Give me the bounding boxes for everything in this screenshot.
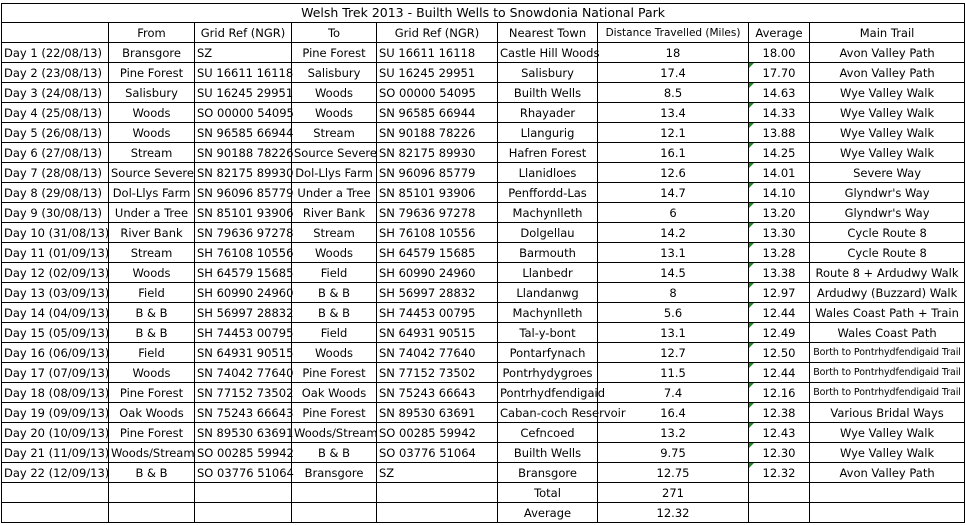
formula-warning-indicator [749, 323, 754, 328]
cell-distance[interactable]: 12.7 [598, 343, 749, 363]
cell-main-trail[interactable]: Wye Valley Walk [810, 443, 965, 463]
empty-cell[interactable] [292, 503, 377, 523]
cell-day[interactable]: Day 7 (28/08/13) [2, 163, 109, 183]
cell-distance[interactable]: 16.4 [598, 403, 749, 423]
cell-nearest-town[interactable]: Bransgore [498, 463, 598, 483]
cell-main-trail[interactable]: Wye Valley Walk [810, 423, 965, 443]
cell-main-trail[interactable]: Glyndwr's Way [810, 183, 965, 203]
cell-to[interactable]: Woods [292, 103, 377, 123]
formula-warning-indicator [749, 423, 754, 428]
cell-grid-ref-to[interactable]: SH 74453 00795 [377, 303, 498, 323]
formula-warning-indicator [749, 363, 754, 368]
cell-average-value: 14.25 [762, 145, 796, 160]
cell-average-value: 13.20 [762, 205, 796, 220]
cell-distance[interactable]: 12.1 [598, 123, 749, 143]
cell-to[interactable]: Stream [292, 223, 377, 243]
table-row [2, 383, 965, 403]
cell-average-value: 13.28 [762, 245, 796, 260]
cell-average-value: 12.44 [762, 365, 796, 380]
cell-main-trail[interactable]: Wye Valley Walk [810, 103, 965, 123]
cell-average-value: 14.01 [762, 165, 796, 180]
empty-cell[interactable] [749, 503, 810, 523]
cell-grid-ref-from[interactable]: SH 64579 15685 [195, 263, 292, 283]
formula-warning-indicator [749, 183, 754, 188]
table-row [2, 343, 965, 363]
cell-from[interactable]: Woods [109, 123, 195, 143]
cell-main-trail[interactable]: Wales Coast Path + Train [810, 303, 965, 323]
cell-to[interactable]: River Bank [292, 203, 377, 223]
table-title: Welsh Trek 2013 - Builth Wells to Snowdonia National Park [2, 4, 965, 23]
table-row [2, 203, 965, 223]
cell-main-trail[interactable]: Borth to Pontrhydfendigaid Trail [810, 343, 965, 363]
table-row [2, 83, 965, 103]
cell-grid-ref-from[interactable]: SN 74042 77640 [195, 363, 292, 383]
cell-from[interactable]: B & B [109, 463, 195, 483]
cell-nearest-town[interactable]: Caban-coch Reservoir [498, 403, 598, 423]
cell-average[interactable] [749, 323, 810, 343]
formula-warning-indicator [749, 243, 754, 248]
cell-average[interactable] [749, 103, 810, 123]
cell-day[interactable]: Day 20 (10/09/13) [2, 423, 109, 443]
cell-nearest-town[interactable]: Machynlleth [498, 303, 598, 323]
cell-main-trail[interactable]: Various Bridal Ways [810, 403, 965, 423]
table-row [2, 63, 965, 83]
cell-average[interactable] [749, 443, 810, 463]
table-row [2, 323, 965, 343]
cell-average[interactable] [749, 463, 810, 483]
cell-average-value: 12.43 [762, 425, 796, 440]
cell-from[interactable]: Field [109, 283, 195, 303]
cell-from[interactable]: Woods [109, 263, 195, 283]
cell-day[interactable]: Day 10 (31/08/13) [2, 223, 109, 243]
cell-grid-ref-to[interactable]: SU 16245 29951 [377, 63, 498, 83]
cell-distance[interactable]: 5.6 [598, 303, 749, 323]
header-nearest-town: Nearest Town [498, 23, 598, 43]
cell-average-value: 14.33 [762, 105, 796, 120]
cell-from[interactable]: Salisbury [109, 83, 195, 103]
cell-main-trail[interactable]: Avon Valley Path [810, 43, 965, 63]
cell-nearest-town[interactable]: Pontarfynach [498, 343, 598, 363]
cell-average[interactable] [749, 363, 810, 383]
cell-distance[interactable]: 13.1 [598, 323, 749, 343]
cell-grid-ref-from[interactable]: SN 64931 90515 [195, 343, 292, 363]
empty-cell[interactable] [810, 483, 965, 503]
cell-distance[interactable]: 8.5 [598, 83, 749, 103]
cell-from[interactable]: Pine Forest [109, 383, 195, 403]
cell-average-value: 12.49 [762, 325, 796, 340]
cell-average-value: 14.63 [762, 85, 796, 100]
cell-day[interactable]: Day 13 (03/09/13) [2, 283, 109, 303]
cell-grid-ref-from[interactable]: SN 96096 85779 [195, 183, 292, 203]
cell-grid-ref-to[interactable]: SH 76108 10556 [377, 223, 498, 243]
table-row [2, 163, 965, 183]
cell-average[interactable] [749, 83, 810, 103]
cell-distance[interactable]: 9.75 [598, 443, 749, 463]
cell-distance[interactable]: 17.4 [598, 63, 749, 83]
cell-grid-ref-from[interactable]: SN 90188 78226 [195, 143, 292, 163]
header-day [2, 23, 109, 43]
cell-nearest-town[interactable]: Llanidloes [498, 163, 598, 183]
cell-to[interactable]: B & B [292, 443, 377, 463]
cell-to[interactable]: Salisbury [292, 63, 377, 83]
cell-day[interactable]: Day 6 (27/08/13) [2, 143, 109, 163]
table-row [2, 43, 965, 63]
cell-average-value: 12.30 [762, 445, 796, 460]
header-distance: Distance Travelled (Miles) [598, 23, 749, 43]
cell-main-trail[interactable]: Route 8 + Ardudwy Walk [810, 263, 965, 283]
cell-main-trail[interactable]: Glyndwr's Way [810, 203, 965, 223]
cell-main-trail[interactable]: Wye Valley Walk [810, 123, 965, 143]
cell-grid-ref-from[interactable]: SN 79636 97278 [195, 223, 292, 243]
cell-to[interactable]: Woods/Stream [292, 423, 377, 443]
formula-warning-indicator [749, 203, 754, 208]
header-row [2, 23, 965, 43]
cell-distance[interactable]: 13.1 [598, 243, 749, 263]
cell-from[interactable]: B & B [109, 303, 195, 323]
header-average: Average [749, 23, 810, 43]
table-row [2, 403, 965, 423]
header-grid-ref-to: Grid Ref (NGR) [377, 23, 498, 43]
formula-warning-indicator [749, 143, 754, 148]
cell-main-trail[interactable]: Severe Way [810, 163, 965, 183]
cell-average-value: 13.30 [762, 225, 796, 240]
cell-from[interactable]: Stream [109, 243, 195, 263]
cell-grid-ref-from[interactable]: SN 96585 66944 [195, 123, 292, 143]
cell-grid-ref-from[interactable]: SN 75243 66643 [195, 403, 292, 423]
table-row [2, 123, 965, 143]
cell-main-trail[interactable]: Wye Valley Walk [810, 83, 965, 103]
cell-to[interactable]: B & B [292, 283, 377, 303]
empty-cell[interactable] [195, 503, 292, 523]
cell-average-value: 14.10 [762, 185, 796, 200]
empty-cell[interactable] [377, 503, 498, 523]
header-main-trail: Main Trail [810, 23, 965, 43]
empty-cell[interactable] [749, 483, 810, 503]
cell-grid-ref-from[interactable]: SN 89530 63691 [195, 423, 292, 443]
total-row-label[interactable]: Total [498, 483, 598, 503]
table-row [2, 463, 965, 483]
cell-grid-ref-to[interactable]: SO 00285 59942 [377, 423, 498, 443]
cell-grid-ref-to[interactable]: SN 90188 78226 [377, 123, 498, 143]
cell-from[interactable]: Pine Forest [109, 63, 195, 83]
cell-main-trail[interactable]: Wye Valley Walk [810, 143, 965, 163]
cell-distance[interactable]: 14.2 [598, 223, 749, 243]
cell-average[interactable] [749, 63, 810, 83]
cell-from[interactable]: River Bank [109, 223, 195, 243]
table-row [2, 303, 965, 323]
total-row [2, 483, 965, 503]
cell-day[interactable]: Day 14 (04/09/13) [2, 303, 109, 323]
cell-grid-ref-from[interactable]: SO 00285 59942 [195, 443, 292, 463]
formula-warning-indicator [749, 163, 754, 168]
cell-to[interactable]: Woods [292, 343, 377, 363]
table-row [2, 223, 965, 243]
cell-to[interactable]: Pine Forest [292, 403, 377, 423]
cell-average-value: 12.44 [762, 305, 796, 320]
cell-average[interactable] [749, 423, 810, 443]
cell-average[interactable] [749, 383, 810, 403]
cell-day[interactable]: Day 4 (25/08/13) [2, 103, 109, 123]
table-row [2, 263, 965, 283]
cell-to[interactable]: Oak Woods [292, 383, 377, 403]
cell-grid-ref-to[interactable]: SN 75243 66643 [377, 383, 498, 403]
cell-average[interactable] [749, 403, 810, 423]
cell-grid-ref-from[interactable]: SO 03776 51064 [195, 463, 292, 483]
cell-nearest-town[interactable]: Penffordd-Las [498, 183, 598, 203]
cell-average[interactable] [749, 243, 810, 263]
total-row-value[interactable]: 271 [598, 483, 749, 503]
cell-average[interactable] [749, 223, 810, 243]
cell-day[interactable]: Day 18 (08/09/13) [2, 383, 109, 403]
cell-to[interactable]: Pine Forest [292, 43, 377, 63]
cell-main-trail[interactable]: Avon Valley Path [810, 463, 965, 483]
empty-cell[interactable] [377, 483, 498, 503]
cell-distance[interactable]: 7.4 [598, 383, 749, 403]
formula-warning-indicator [749, 303, 754, 308]
cell-day[interactable]: Day 17 (07/09/13) [2, 363, 109, 383]
cell-distance[interactable]: 11.5 [598, 363, 749, 383]
cell-day[interactable]: Day 19 (09/09/13) [2, 403, 109, 423]
cell-grid-ref-to[interactable]: SH 64579 15685 [377, 243, 498, 263]
header-from: From [109, 23, 195, 43]
cell-grid-ref-to[interactable]: SU 16611 16118 [377, 43, 498, 63]
cell-nearest-town[interactable]: Pontrhydfendigaid [498, 383, 598, 403]
empty-cell[interactable] [810, 503, 965, 523]
cell-average[interactable]: 18.00 [749, 43, 810, 63]
cell-grid-ref-from[interactable]: SU 16611 16118 [195, 63, 292, 83]
table-row [2, 143, 965, 163]
cell-grid-ref-to[interactable]: SN 96096 85779 [377, 163, 498, 183]
cell-nearest-town[interactable]: Builth Wells [498, 83, 598, 103]
cell-day[interactable]: Day 5 (26/08/13) [2, 123, 109, 143]
formula-warning-indicator [749, 63, 754, 68]
cell-day[interactable]: Day 2 (23/08/13) [2, 63, 109, 83]
table-row [2, 363, 965, 383]
cell-day[interactable]: Day 12 (02/09/13) [2, 263, 109, 283]
cell-average-value: 12.32 [762, 465, 796, 480]
header-to: To [292, 23, 377, 43]
cell-nearest-town[interactable]: Salisbury [498, 63, 598, 83]
title-row [2, 4, 965, 23]
cell-main-trail[interactable]: Wales Coast Path [810, 323, 965, 343]
cell-nearest-town[interactable]: Rhayader [498, 103, 598, 123]
cell-grid-ref-to[interactable]: SN 77152 73502 [377, 363, 498, 383]
cell-grid-ref-from[interactable]: SH 60990 24960 [195, 283, 292, 303]
formula-warning-indicator [749, 463, 754, 468]
cell-distance[interactable]: 18 [598, 43, 749, 63]
cell-grid-ref-to[interactable]: SN 64931 90515 [377, 323, 498, 343]
cell-nearest-town[interactable]: Hafren Forest [498, 143, 598, 163]
cell-average[interactable] [749, 303, 810, 323]
cell-from[interactable]: Dol-Llys Farm [109, 183, 195, 203]
cell-main-trail[interactable]: Avon Valley Path [810, 63, 965, 83]
header-grid-ref-from: Grid Ref (NGR) [195, 23, 292, 43]
formula-warning-indicator [749, 403, 754, 408]
cell-main-trail[interactable]: Cycle Route 8 [810, 243, 965, 263]
cell-distance[interactable]: 16.1 [598, 143, 749, 163]
table-row [2, 443, 965, 463]
cell-from[interactable]: Woods [109, 363, 195, 383]
formula-warning-indicator [749, 443, 754, 448]
cell-average[interactable] [749, 143, 810, 163]
cell-grid-ref-to[interactable]: SZ [377, 463, 498, 483]
cell-average[interactable] [749, 283, 810, 303]
formula-warning-indicator [749, 283, 754, 288]
cell-to[interactable]: Woods [292, 243, 377, 263]
table-row [2, 183, 965, 203]
cell-grid-ref-to[interactable]: SN 82175 89930 [377, 143, 498, 163]
cell-from[interactable]: Stream [109, 143, 195, 163]
cell-main-trail[interactable]: Cycle Route 8 [810, 223, 965, 243]
empty-cell[interactable] [2, 503, 109, 523]
cell-grid-ref-from[interactable]: SN 77152 73502 [195, 383, 292, 403]
cell-main-trail[interactable]: Borth to Pontrhydfendigaid Trail [810, 363, 965, 383]
cell-grid-ref-from[interactable]: SU 16245 29951 [195, 83, 292, 103]
cell-grid-ref-from[interactable]: SO 00000 54095 [195, 103, 292, 123]
cell-nearest-town[interactable]: Pontrhydygroes [498, 363, 598, 383]
cell-nearest-town[interactable]: Llanbedr [498, 263, 598, 283]
cell-grid-ref-from[interactable]: SH 76108 10556 [195, 243, 292, 263]
cell-nearest-town[interactable]: Dolgellau [498, 223, 598, 243]
cell-to[interactable]: Under a Tree [292, 183, 377, 203]
cell-average[interactable] [749, 263, 810, 283]
cell-average-value: 17.70 [762, 65, 796, 80]
cell-grid-ref-to[interactable]: SN 96585 66944 [377, 103, 498, 123]
formula-warning-indicator [749, 263, 754, 268]
cell-distance[interactable]: 13.2 [598, 423, 749, 443]
cell-distance[interactable]: 14.5 [598, 263, 749, 283]
cell-day[interactable]: Day 16 (06/09/13) [2, 343, 109, 363]
cell-main-trail[interactable]: Ardudwy (Buzzard) Walk [810, 283, 965, 303]
formula-warning-indicator [749, 223, 754, 228]
cell-nearest-town[interactable]: Llangurig [498, 123, 598, 143]
cell-distance[interactable]: 6 [598, 203, 749, 223]
cell-from[interactable]: Pine Forest [109, 423, 195, 443]
cell-nearest-town[interactable]: Builth Wells [498, 443, 598, 463]
cell-grid-ref-to[interactable]: SN 74042 77640 [377, 343, 498, 363]
formula-warning-indicator [749, 383, 754, 388]
cell-grid-ref-to[interactable]: SH 56997 28832 [377, 283, 498, 303]
cell-average[interactable] [749, 183, 810, 203]
cell-grid-ref-to[interactable]: SO 03776 51064 [377, 443, 498, 463]
cell-from[interactable]: Bransgore [109, 43, 195, 63]
cell-from[interactable]: Woods/Stream [109, 443, 195, 463]
cell-average-value: 12.97 [762, 285, 796, 300]
cell-to[interactable]: Pine Forest [292, 363, 377, 383]
cell-day[interactable]: Day 21 (11/09/13) [2, 443, 109, 463]
cell-grid-ref-to[interactable]: SN 89530 63691 [377, 403, 498, 423]
cell-nearest-town[interactable]: Cefncoed [498, 423, 598, 443]
cell-average-value: 12.38 [762, 405, 796, 420]
cell-grid-ref-to[interactable]: SO 00000 54095 [377, 83, 498, 103]
cell-grid-ref-to[interactable]: SH 60990 24960 [377, 263, 498, 283]
cell-main-trail[interactable]: Borth to Pontrhydfendigaid Trail [810, 383, 965, 403]
cell-to[interactable]: Woods [292, 83, 377, 103]
cell-day[interactable]: Day 9 (30/08/13) [2, 203, 109, 223]
formula-warning-indicator [749, 123, 754, 128]
empty-cell[interactable] [109, 503, 195, 523]
cell-to[interactable]: Bransgore [292, 463, 377, 483]
cell-average[interactable] [749, 163, 810, 183]
cell-nearest-town[interactable]: Tal-y-bont [498, 323, 598, 343]
cell-to[interactable]: B & B [292, 303, 377, 323]
empty-cell[interactable] [292, 483, 377, 503]
empty-cell[interactable] [2, 483, 109, 503]
cell-nearest-town[interactable]: Machynlleth [498, 203, 598, 223]
table-row [2, 423, 965, 443]
cell-distance[interactable]: 13.4 [598, 103, 749, 123]
table-row [2, 283, 965, 303]
cell-nearest-town[interactable]: Castle Hill Woods [498, 43, 598, 63]
cell-to[interactable]: Stream [292, 123, 377, 143]
cell-distance[interactable]: 12.6 [598, 163, 749, 183]
cell-average-value: 12.16 [762, 385, 796, 400]
cell-day[interactable]: Day 11 (01/09/13) [2, 243, 109, 263]
cell-to[interactable]: Dol-Llys Farm [292, 163, 377, 183]
formula-warning-indicator [749, 83, 754, 88]
cell-day[interactable]: Day 22 (12/09/13) [2, 463, 109, 483]
formula-warning-indicator [749, 343, 754, 348]
empty-cell[interactable] [109, 483, 195, 503]
cell-distance[interactable]: 14.7 [598, 183, 749, 203]
cell-to[interactable]: Field [292, 323, 377, 343]
average-row-label[interactable]: Average [498, 503, 598, 523]
cell-average[interactable] [749, 203, 810, 223]
cell-nearest-town[interactable]: Barmouth [498, 243, 598, 263]
cell-grid-ref-from[interactable]: SH 56997 28832 [195, 303, 292, 323]
cell-from[interactable]: Source Severe [109, 163, 195, 183]
cell-grid-ref-from[interactable]: SH 74453 00795 [195, 323, 292, 343]
empty-cell[interactable] [195, 483, 292, 503]
cell-to[interactable]: Source Severe [292, 143, 377, 163]
cell-average-value: 12.50 [762, 345, 796, 360]
cell-grid-ref-to[interactable]: SN 85101 93906 [377, 183, 498, 203]
cell-day[interactable]: Day 3 (24/08/13) [2, 83, 109, 103]
cell-average[interactable] [749, 343, 810, 363]
cell-from[interactable]: Oak Woods [109, 403, 195, 423]
cell-day[interactable]: Day 1 (22/08/13) [2, 43, 109, 63]
cell-grid-ref-from[interactable]: SN 82175 89930 [195, 163, 292, 183]
average-row [2, 503, 965, 523]
cell-average[interactable] [749, 123, 810, 143]
cell-average-value: 13.38 [762, 265, 796, 280]
cell-from[interactable]: B & B [109, 323, 195, 343]
cell-grid-ref-from[interactable]: SZ [195, 43, 292, 63]
cell-to[interactable]: Field [292, 263, 377, 283]
cell-from[interactable]: Under a Tree [109, 203, 195, 223]
trek-table [1, 3, 965, 523]
cell-from[interactable]: Woods [109, 103, 195, 123]
cell-day[interactable]: Day 15 (05/09/13) [2, 323, 109, 343]
cell-grid-ref-from[interactable]: SN 85101 93906 [195, 203, 292, 223]
formula-warning-indicator [749, 103, 754, 108]
cell-average-value: 13.88 [762, 125, 796, 140]
cell-distance[interactable]: 8 [598, 283, 749, 303]
cell-nearest-town[interactable]: Llandanwg [498, 283, 598, 303]
cell-from[interactable]: Field [109, 343, 195, 363]
cell-grid-ref-to[interactable]: SN 79636 97278 [377, 203, 498, 223]
table-row [2, 103, 965, 123]
table-row [2, 243, 965, 263]
cell-distance[interactable]: 12.75 [598, 463, 749, 483]
average-row-value[interactable]: 12.32 [598, 503, 749, 523]
cell-day[interactable]: Day 8 (29/08/13) [2, 183, 109, 203]
